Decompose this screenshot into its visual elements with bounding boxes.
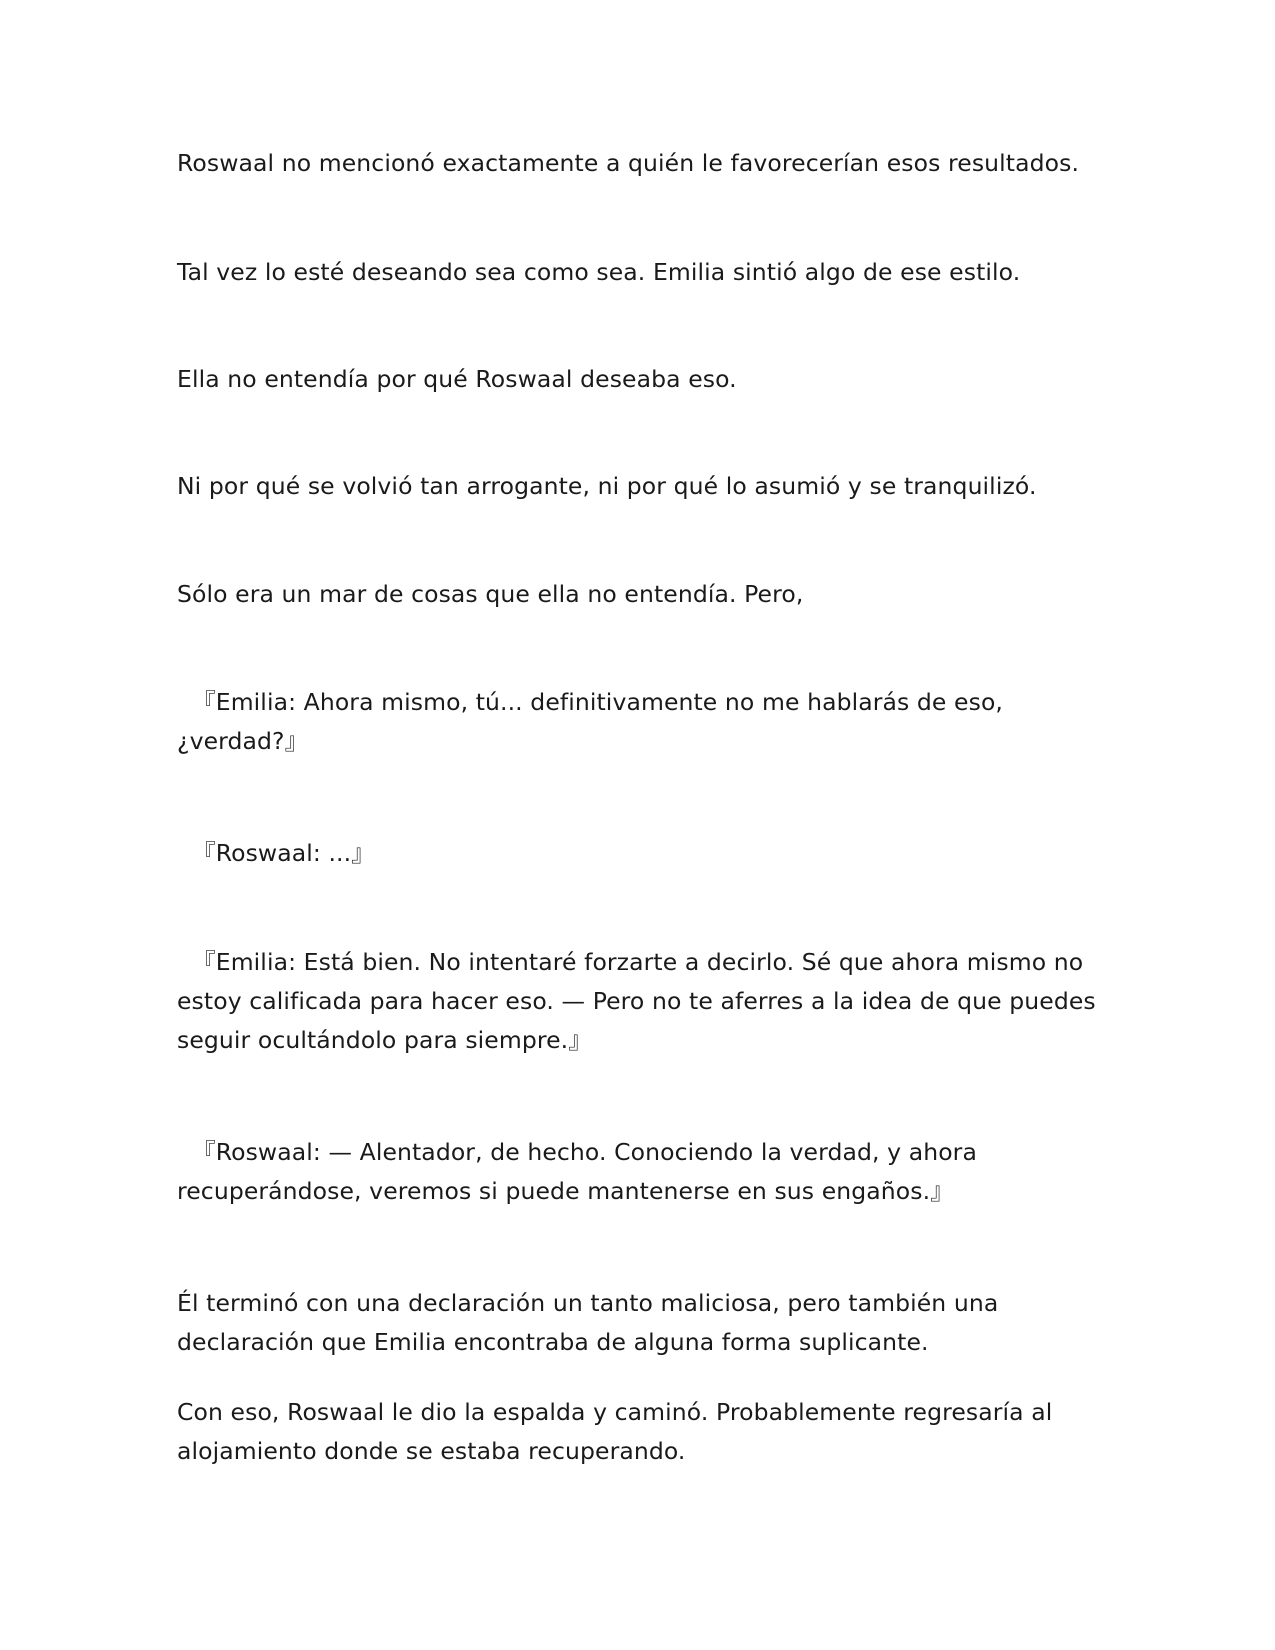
paragraph-5 [177,575,1107,614]
text-line: Con eso, Roswaal le dio la espalda y caminó. Probablemente regresaría al [177,1398,1053,1426]
text-line: Tal vez lo esté deseando sea como sea. Emilia sintió algo de ese estilo. [177,258,1021,286]
text-line: Ni por qué se volvió tan arrogante, ni por qué lo asumió y se tranquilizó. [177,472,1037,500]
paragraph-10 [177,1284,1107,1362]
text-line: Sólo era un mar de cosas que ella no entendía. Pero, [177,580,804,608]
text-line: recuperándose, veremos si puede mantenerse en sus engaños.』 [177,1177,954,1205]
text-line: 『Emilia: Está bien. No intentaré forzarte a decirlo. Sé que ahora mismo no [177,948,1084,976]
text-line: alojamiento donde se estaba recuperando. [177,1437,686,1465]
text-line: ¿verdad?』 [177,727,309,755]
paragraph-3 [177,360,1107,399]
text-line: Él terminó con una declaración un tanto maliciosa, pero también una [177,1289,999,1317]
text-line: 『Emilia: Ahora mismo, tú... definitivamente no me hablarás de eso, [177,688,1004,716]
text-line: Ella no entendía por qué Roswaal deseaba eso. [177,365,737,393]
text-line: Roswaal no mencionó exactamente a quién le favorecerían esos resultados. [177,149,1080,177]
dialogue-emilia-2 [177,943,1107,1060]
paragraph-1 [177,144,1107,183]
text-line: 『Roswaal: ...』 [177,839,375,867]
dialogue-emilia-1 [177,683,1107,761]
text-line: estoy calificada para hacer eso. — Pero no te aferres a la idea de que puedes [177,987,1096,1015]
text-line: declaración que Emilia encontraba de alguna forma suplicante. [177,1328,929,1356]
dialogue-roswaal-2 [177,1133,1107,1211]
text-line: 『Roswaal: — Alentador, de hecho. Conociendo la verdad, y ahora [177,1138,977,1166]
paragraph-4 [177,467,1107,506]
paragraph-2 [177,253,1107,292]
paragraph-11 [177,1393,1107,1471]
dialogue-roswaal-1 [177,834,1107,873]
text-line: seguir ocultándolo para siempre.』 [177,1026,592,1054]
